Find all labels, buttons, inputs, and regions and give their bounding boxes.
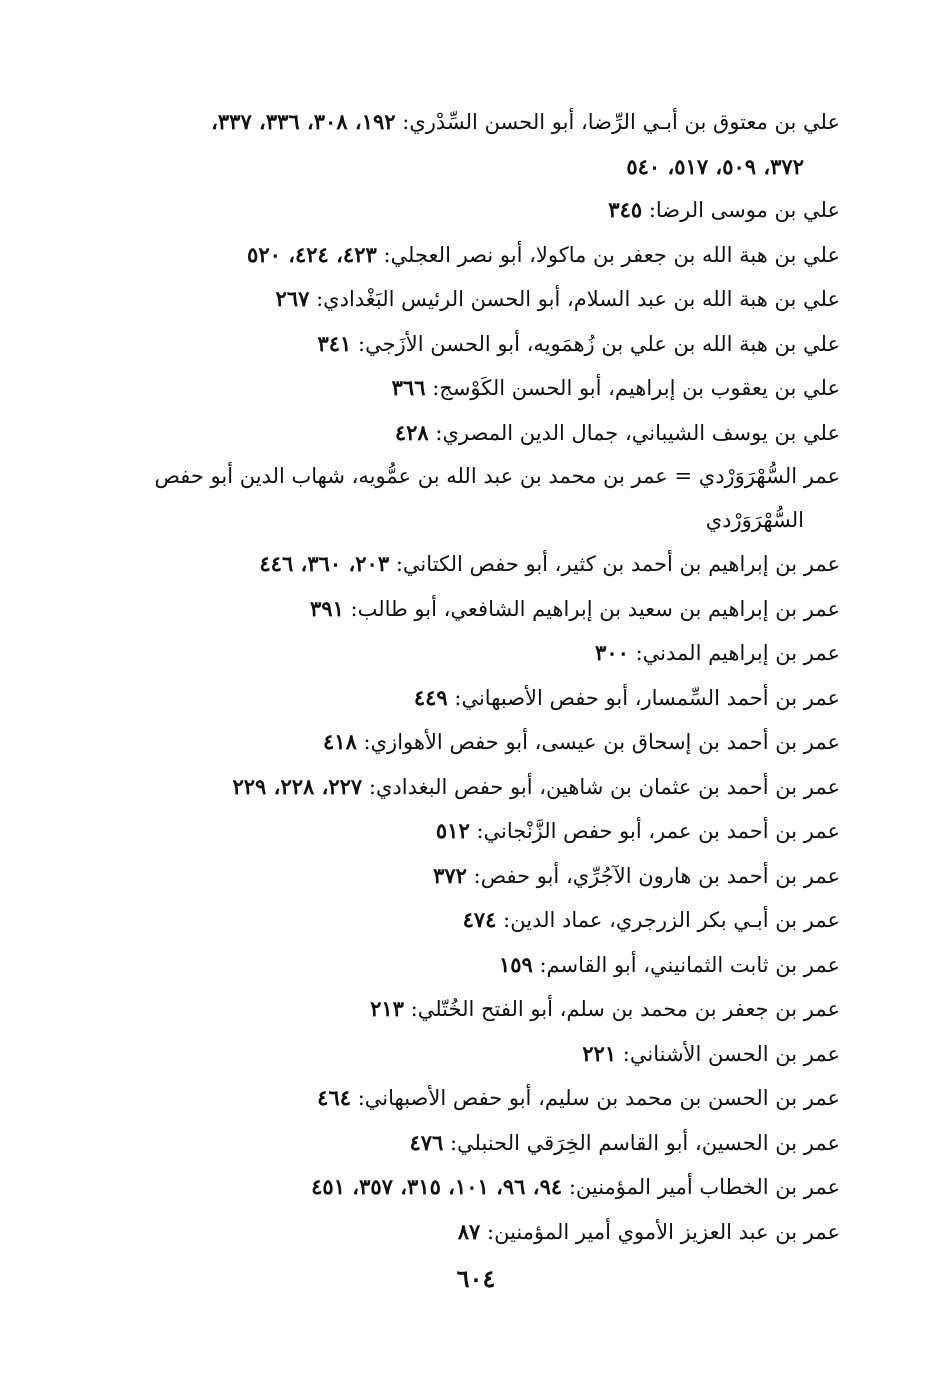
index-entry	[105, 631, 840, 676]
entry-name: عمر بن إبراهيم المدني:	[635, 641, 840, 665]
entry-pages: ٣٠٠	[595, 640, 629, 665]
index-entry	[105, 987, 840, 1032]
entry-name: عمر بن ثابت الثمانيني، أبو القاسم:	[539, 952, 840, 977]
entry-pages: ٢٢١	[582, 1040, 617, 1066]
entry-name: عمر بن الخطاب أمير المؤمنين:	[568, 1175, 840, 1199]
entry-name: علي بن موسى الرضا:	[648, 198, 840, 222]
index-entry	[105, 587, 840, 632]
entry-pages: ٢٦٧	[275, 286, 310, 311]
entry-name: عمر بن إبراهيم بن سعيد بن إبراهيم الشافعي، أبو طالب:	[350, 596, 840, 621]
entry-pages: ٢١٣	[370, 996, 404, 1021]
entry-name: عمر بن إبراهيم بن أحمد بن كثير، أبو حفص الكتاني:	[395, 552, 840, 576]
index-entry	[105, 455, 840, 542]
entry-name: عمر بن أحمد بن عثمان بن شاهين، أبو حفص البغدادي:	[368, 774, 840, 799]
entry-pages: ٤٦٤	[317, 1085, 352, 1110]
entry-pages: ٩٤، ٩٦، ١٠١، ٣١٥، ٣٥٧، ٤٥١	[311, 1174, 563, 1199]
entry-name: عمر بن أبـي بكر الزرجري، عماد الدين:	[503, 908, 840, 932]
entry-pages-continued: ٣٧٢، ٥٠٩، ٥١٧، ٥٤٠	[626, 153, 804, 179]
index-entry	[105, 676, 840, 721]
entry-name: عمر بن الحسن الأشناني:	[622, 1041, 840, 1066]
entry-name: علي بن هبة الله بن عبد السلام، أبو الحسن الرئيس البَغْدادي:	[316, 287, 840, 311]
entry-name: عمر بن الحسين، أبو القاسم الخِرَقي الحنبلي:	[449, 1130, 840, 1155]
entry-pages: ٣٧٢	[433, 862, 467, 888]
entry-pages: ٤١٨	[323, 729, 357, 754]
entry-name: عمر بن الحسن بن محمد بن سليم، أبو حفص الأصبهاني:	[357, 1086, 840, 1110]
entry-pages: ٣٤١	[317, 330, 352, 356]
entry-pages: ٢٢٧، ٢٢٨، ٢٢٩	[232, 773, 363, 799]
entry-name: علي بن معتوق بن أبـي الرِّضا، أبو الحسن السِّدْري:	[402, 110, 840, 134]
entry-pages: ٤٢٨	[394, 419, 429, 445]
index-entry	[105, 720, 840, 765]
entry-pages: ٤٤٩	[413, 684, 448, 710]
entry-name: عمر بن أحمد بن عمر، أبو حفص الزَّنْجاني:	[476, 819, 840, 843]
entry-pages: ٤٧٦	[409, 1129, 444, 1155]
index-entry	[105, 765, 840, 810]
index-entry	[105, 277, 840, 322]
entry-pages: ٥١٢	[435, 818, 470, 843]
index-entry	[105, 542, 840, 587]
entry-pages: ١٩٢، ٣٠٨، ٣٣٦، ٣٣٧،	[211, 109, 396, 134]
entry-name: عمر بن عبد العزيز الأموي أمير المؤمنين:	[487, 1219, 840, 1244]
index-entry	[105, 809, 840, 854]
index-entry	[105, 233, 840, 278]
index-entry	[105, 854, 840, 899]
entry-name: علي بن هبة الله بن علي بن زُهمَويه، أبو الحسن الأزَجي:	[358, 331, 840, 356]
entry-pages: ٣٩١	[310, 595, 344, 621]
entry-name: عمر بن أحمد بن إسحاق بن عيسى، أبو حفص الأهوازي:	[363, 730, 840, 754]
index-entry	[105, 1165, 840, 1210]
index-list	[105, 100, 840, 1254]
index-entry	[105, 100, 840, 188]
entry-pages: ١٥٩	[498, 951, 533, 977]
entry-pages: ٢٠٣، ٣٦٠، ٤٤٦	[259, 551, 390, 576]
index-entry	[105, 366, 840, 411]
entry-pages: ٨٧	[457, 1218, 481, 1244]
index-entry	[105, 188, 840, 233]
index-entry	[105, 943, 840, 988]
entry-pages: ٣٦٦	[391, 375, 426, 400]
entry-name: علي بن يعقوب بن إبراهيم، أبو الحسن الكَوْسج:	[432, 376, 840, 400]
index-entry	[105, 898, 840, 943]
page-number: ٦٠٤	[456, 1264, 496, 1293]
entry-name-continued: السُّهْرَوَرْدي	[705, 507, 804, 532]
index-entry	[105, 1032, 840, 1077]
index-entry	[105, 1210, 840, 1255]
entry-pages: ٤٢٣، ٤٢٤، ٥٢٠	[247, 241, 377, 267]
entry-pages: ٤٧٤	[462, 907, 497, 932]
entry-name: عمر السُّهْرَوَرْدي = عمر بن محمد بن عبد الله بن عمُّويه، شهاب الدين أبو حفص	[154, 464, 840, 488]
index-entry	[105, 411, 840, 456]
entry-name: عمر بن أحمد بن هارون الآجُرِّي، أبو حفص:	[473, 863, 840, 888]
index-entry	[105, 322, 840, 367]
index-entry	[105, 1076, 840, 1121]
entry-name: عمر بن أحمد السِّمسار، أبو حفص الأصبهاني:	[454, 685, 840, 710]
entry-pages: ٣٤٥	[608, 197, 643, 222]
entry-name: علي بن هبة الله بن جعفر بن ماكولا، أبو نصر العجلي:	[383, 242, 840, 267]
entry-name: عمر بن جعفر بن محمد بن سلم، أبو الفتح الخُتّلي:	[410, 997, 840, 1021]
index-entry	[105, 1121, 840, 1166]
entry-name: علي بن يوسف الشيباني، جمال الدين المصري:	[435, 420, 840, 445]
